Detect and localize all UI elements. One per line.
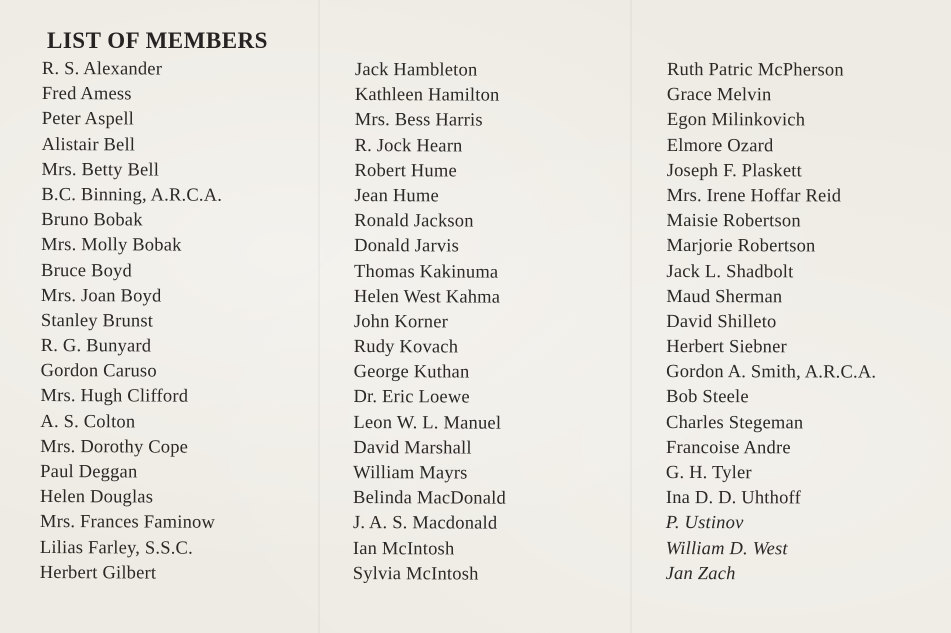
member-name: R. G. Bunyard [40, 336, 152, 357]
member-name: Alistair Bell [41, 134, 136, 155]
member-name: P. Ustinov [665, 513, 744, 534]
member-name: Mrs. Betty Bell [41, 159, 160, 181]
member-name: David Marshall [353, 437, 472, 459]
member-name: Donald Jarvis [354, 236, 460, 257]
member-name: Jean Hume [354, 185, 439, 207]
page-fold-divider [318, 0, 320, 633]
member-name: Gordon Caruso [40, 361, 157, 382]
member-name: Marjorie Robertson [666, 236, 816, 257]
member-name: Bruno Bobak [41, 210, 143, 231]
member-name: Ina D. D. Uhthoff [665, 488, 801, 509]
member-name: Mrs. Hugh Clifford [40, 386, 189, 408]
member-name: John Korner [353, 311, 449, 333]
member-name: R. Jock Hearn [354, 135, 463, 157]
member-name: Mrs. Dorothy Cope [40, 436, 189, 458]
member-name: Jack L. Shadbolt [666, 261, 794, 282]
member-name: A. S. Colton [40, 411, 136, 433]
member-name: Ian McIntosh [352, 538, 455, 560]
member-name: Francoise Andre [665, 437, 791, 459]
member-name: Mrs. Irene Hoffar Reid [666, 185, 842, 207]
members-column-3 [666, 58, 877, 587]
member-name: Lilias Farley, S.S.C. [39, 537, 193, 559]
member-name: Gordon A. Smith, A.R.C.A. [666, 362, 877, 383]
member-name: Jan Zach [665, 563, 736, 584]
member-name: Mrs. Bess Harris [354, 110, 483, 131]
member-name: Belinda MacDonald [353, 488, 507, 509]
member-name: Maisie Robertson [666, 211, 801, 232]
member-name: Mrs. Molly Bobak [41, 235, 182, 256]
member-name: Mrs. Frances Faminow [39, 512, 216, 534]
member-name: Jack Hambleton [354, 59, 478, 81]
member-name: David Shilleto [666, 311, 777, 333]
member-name: Peter Aspell [41, 109, 135, 130]
member-name: Egon Milinkovich [666, 110, 806, 131]
member-name: Leon W. L. Manuel [353, 412, 502, 434]
member-name: William D. West [665, 538, 788, 559]
member-name: Mrs. Joan Boyd [40, 285, 162, 307]
member-name: Charles Stegeman [666, 412, 804, 433]
member-name: George Kuthan [353, 362, 470, 383]
member-name: Joseph F. Plaskett [666, 160, 802, 182]
member-name: Herbert Gilbert [39, 562, 157, 584]
member-name: G. H. Tyler [665, 462, 752, 484]
members-column-1 [40, 57, 223, 587]
member-name: Grace Melvin [666, 85, 772, 106]
page-fold-divider [630, 0, 632, 633]
member-name: R. S. Alexander [41, 58, 163, 80]
member-name: Ruth Patric McPherson [666, 59, 844, 81]
member-name: Fred Amess [41, 84, 132, 105]
member-name: J. A. S. Macdonald [352, 513, 498, 535]
member-name: Thomas Kakinuma [354, 261, 499, 283]
members-column-2 [353, 58, 508, 588]
member-name: Sylvia McIntosh [352, 563, 479, 585]
member-name: Stanley Brunst [40, 310, 154, 332]
member-name: Helen Douglas [40, 487, 154, 508]
member-name: Rudy Kovach [353, 337, 459, 358]
member-name: Paul Deggan [40, 461, 138, 483]
member-name: William Mayrs [353, 462, 468, 484]
page-title: LIST OF MEMBERS [47, 28, 268, 53]
member-name: Kathleen Hamilton [354, 85, 500, 106]
member-name: Helen West Kahma [353, 286, 501, 308]
member-name: Ronald Jackson [354, 211, 474, 232]
member-name: Herbert Siebner [666, 337, 787, 358]
member-name: Maud Sherman [666, 286, 783, 307]
member-name: B.C. Binning, A.R.C.A. [41, 184, 223, 206]
member-name: Robert Hume [354, 160, 457, 182]
member-name: Bruce Boyd [41, 260, 133, 281]
member-name: Bob Steele [666, 387, 749, 408]
member-name: Dr. Eric Loewe [353, 387, 470, 408]
member-name: Elmore Ozard [666, 135, 774, 156]
